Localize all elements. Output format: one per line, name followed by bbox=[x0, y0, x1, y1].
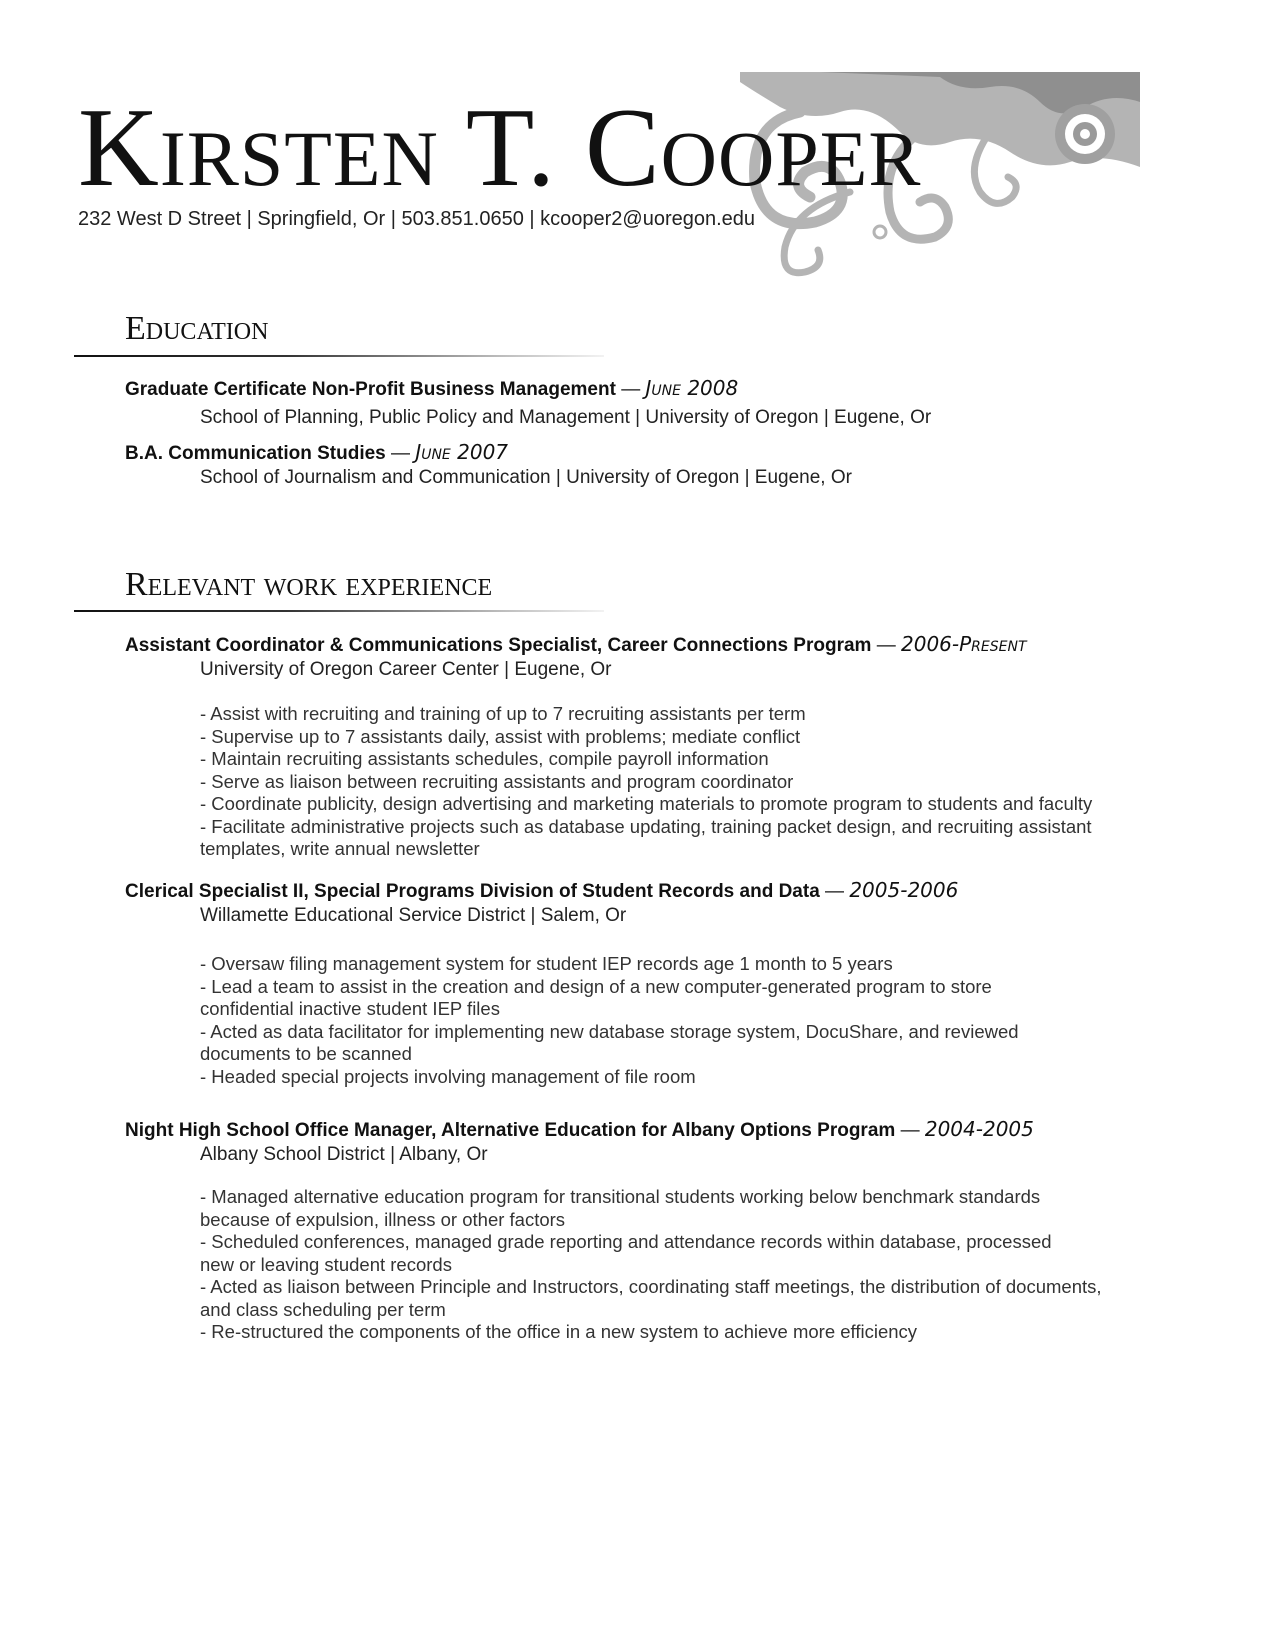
duty-line: - Serve as liaison between recruiting assistants and program coordinator bbox=[200, 770, 794, 792]
degree-title: Graduate Certificate Non-Profit Business Management bbox=[125, 379, 616, 400]
job-date: 2006-Present bbox=[901, 632, 1027, 656]
job-entry: Clerical Specialist II, Special Programs Division of Student Records and Data — 2005-2006 Willamette Educational Service District | Salem, Or - Oversaw filing management system for student IEP records age 1 month to 5 years - Lead a team to assist in the creation and design of a new computer-generated program to store confidential inactive student IEP files - Acted as data facilitator for implementing new database storage system, DocuShare, and reviewed documents to be scanned - Headed special projects involving management of file room bbox=[125, 878, 1125, 1088]
duty-line: - Acted as data facilitator for implementing new database storage system, DocuShare, and reviewed bbox=[200, 1020, 1019, 1042]
section-divider bbox=[74, 610, 604, 612]
duty-line: - Re-structured the components of the office in a new system to achieve more efficiency bbox=[200, 1321, 918, 1342]
job-date: 2004-2005 bbox=[924, 1117, 1034, 1141]
duty-line: - Headed special projects involving management of file room bbox=[200, 1065, 696, 1087]
degree-date: June 2008 bbox=[645, 376, 739, 400]
contact-info: 232 West D Street | Springfield, Or | 503.851.0650 | kcooper2@uoregon.edu bbox=[78, 208, 756, 230]
duty-line: and class scheduling per term bbox=[200, 1298, 446, 1320]
duty-line: new or leaving student records bbox=[200, 1253, 452, 1275]
duty-line: - Facilitate administrative projects such as database updating, training packet design, and recruiting assistant bbox=[200, 815, 1092, 837]
education-entry: B.A. Communication Studies — June 2007 School of Journalism and Communication | University of Oregon | Eugene, Or bbox=[125, 440, 1125, 489]
school-info: School of Journalism and Communication | University of Oregon | Eugene, Or bbox=[200, 467, 852, 488]
job-organization: Willamette Educational Service District | Salem, Or bbox=[200, 905, 627, 926]
duty-line: - Managed alternative education program for transitional students working below benchmark standards bbox=[200, 1186, 1041, 1207]
resume-name: Kirsten T. Cooper bbox=[78, 86, 922, 210]
duty-line: - Maintain recruiting assistants schedules, compile payroll information bbox=[200, 748, 769, 769]
duty-line: - Assist with recruiting and training of up to 7 recruiting assistants per term bbox=[200, 703, 806, 724]
duty-line: - Supervise up to 7 assistants daily, assist with problems; mediate conflict bbox=[200, 725, 801, 747]
job-organization: University of Oregon Career Center | Eugene, Or bbox=[200, 659, 612, 680]
job-duties bbox=[200, 953, 1125, 1088]
duty-line: confidential inactive student IEP files bbox=[200, 998, 500, 1019]
school-info: School of Planning, Public Policy and Management | University of Oregon | Eugene, Or bbox=[200, 407, 932, 428]
job-title: Night High School Office Manager, Alternative Education for Albany Options Program bbox=[125, 1120, 896, 1141]
job-entry: Night High School Office Manager, Alternative Education for Albany Options Program — 2004-2005 Albany School District | Albany, Or - Managed alternative education program for transitional students working below benchmark standards because of expulsion, illness or other factors - Scheduled conferences, managed grade reporting and attendance records within database, processed new or leaving student records - Acted as liaison between Principle and Instructors, coordinating staff meetings, the distribution of documents, and class scheduling per term - Re-structured the components of the office in a new system to achieve more efficiency bbox=[125, 1117, 1125, 1344]
job-title: Clerical Specialist II, Special Programs Division of Student Records and Data bbox=[125, 881, 820, 902]
duty-line: because of expulsion, illness or other factors bbox=[200, 1208, 566, 1230]
job-title: Assistant Coordinator & Communications Specialist, Career Connections Program bbox=[125, 635, 872, 656]
education-entry: Graduate Certificate Non-Profit Business Management — June 2008 School of Planning, Public Policy and Management | University of Oregon | Eugene, Or bbox=[125, 376, 1125, 429]
duty-line: - Scheduled conferences, managed grade reporting and attendance records within database, processed bbox=[200, 1231, 1052, 1252]
job-organization: Albany School District | Albany, Or bbox=[200, 1144, 488, 1165]
duty-line: documents to be scanned bbox=[200, 1043, 412, 1064]
job-duties bbox=[200, 703, 1125, 861]
job-duties bbox=[200, 1186, 1125, 1344]
section-title-experience: Relevant work experience bbox=[125, 566, 493, 603]
duty-line: - Oversaw filing management system for student IEP records age 1 month to 5 years bbox=[200, 953, 893, 974]
duty-line: - Lead a team to assist in the creation and design of a new computer-generated program to store bbox=[200, 975, 992, 997]
duty-line: templates, write annual newsletter bbox=[200, 838, 480, 859]
section-title-education: Education bbox=[125, 310, 269, 347]
job-date: 2005-2006 bbox=[849, 878, 959, 902]
duty-line: - Coordinate publicity, design advertising and marketing materials to promote program to students and faculty bbox=[200, 793, 1093, 814]
duty-line: - Acted as liaison between Principle and Instructors, coordinating staff meetings, the distribution of documents, bbox=[200, 1276, 1102, 1297]
job-entry: Assistant Coordinator & Communications Specialist, Career Connections Program — 2006-Present University of Oregon Career Center | Eugene, Or - Assist with recruiting and training of up to 7 recruiting assistants per term - Supervise up to 7 assistants daily, assist with problems; mediate conflict - Maintain recruiting assistants schedules, compile payroll information - Serve as liaison between recruiting assistants and program coordinator - Coordinate publicity, design advertising and marketing materials to promote program to students and faculty - Facilitate administrative projects such as database updating, training packet design, and recruiting assistant templates, write annual newsletter bbox=[125, 632, 1125, 861]
section-divider bbox=[74, 355, 604, 357]
degree-date: June 2007 bbox=[415, 440, 509, 464]
degree-title: B.A. Communication Studies bbox=[125, 443, 386, 464]
